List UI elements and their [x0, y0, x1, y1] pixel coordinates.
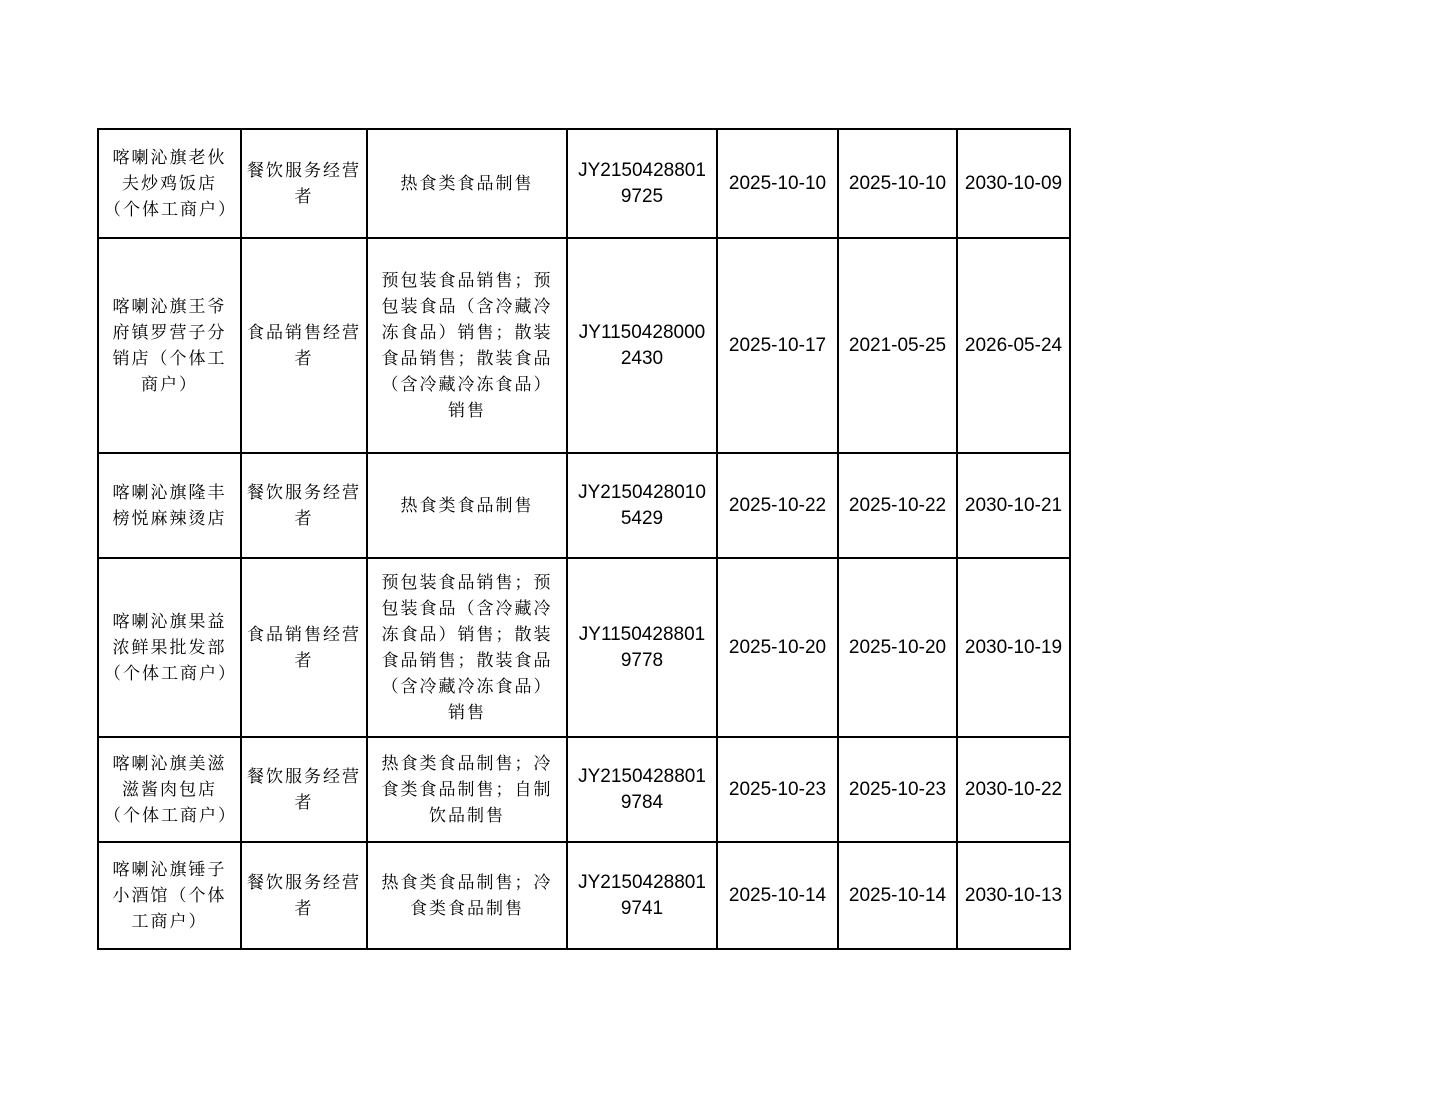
cell-license-number: JY21504288019784 [567, 737, 717, 842]
table-row [98, 842, 1070, 949]
cell-operator-name: 喀喇沁旗锤子小酒馆（个体工商户） [98, 842, 241, 949]
cell-date-3: 2030-10-13 [957, 842, 1070, 949]
table-row [98, 129, 1070, 238]
table-row [98, 453, 1070, 558]
cell-operator-category: 食品销售经营者 [241, 238, 367, 453]
cell-business-scope: 热食类食品制售；冷食类食品制售 [367, 842, 567, 949]
cell-date-2: 2025-10-22 [838, 453, 957, 558]
cell-business-scope: 热食类食品制售；冷食类食品制售；自制饮品制售 [367, 737, 567, 842]
cell-business-scope: 预包装食品销售；预包装食品（含冷藏冷冻食品）销售；散装食品销售；散装食品（含冷藏冷冻食品）销售 [367, 558, 567, 737]
cell-date-2: 2025-10-20 [838, 558, 957, 737]
cell-operator-name: 喀喇沁旗王爷府镇罗营子分销店（个体工商户） [98, 238, 241, 453]
cell-date-3: 2026-05-24 [957, 238, 1070, 453]
cell-license-number: JY21504280105429 [567, 453, 717, 558]
cell-operator-name: 喀喇沁旗美滋滋酱肉包店（个体工商户） [98, 737, 241, 842]
cell-business-scope: 预包装食品销售；预包装食品（含冷藏冷冻食品）销售；散装食品销售；散装食品（含冷藏冷冻食品）销售 [367, 238, 567, 453]
cell-date-1: 2025-10-20 [717, 558, 838, 737]
cell-operator-category: 餐饮服务经营者 [241, 737, 367, 842]
cell-date-3: 2030-10-09 [957, 129, 1070, 238]
cell-date-1: 2025-10-10 [717, 129, 838, 238]
cell-date-3: 2030-10-19 [957, 558, 1070, 737]
cell-operator-category: 餐饮服务经营者 [241, 129, 367, 238]
cell-operator-category: 餐饮服务经营者 [241, 842, 367, 949]
cell-business-scope: 热食类食品制售 [367, 453, 567, 558]
cell-operator-name: 喀喇沁旗老伙夫炒鸡饭店（个体工商户） [98, 129, 241, 238]
cell-date-1: 2025-10-23 [717, 737, 838, 842]
cell-date-2: 2025-10-23 [838, 737, 957, 842]
cell-date-1: 2025-10-14 [717, 842, 838, 949]
cell-operator-category: 食品销售经营者 [241, 558, 367, 737]
cell-date-1: 2025-10-22 [717, 453, 838, 558]
cell-date-3: 2030-10-21 [957, 453, 1070, 558]
cell-business-scope: 热食类食品制售 [367, 129, 567, 238]
cell-date-1: 2025-10-17 [717, 238, 838, 453]
cell-operator-name: 喀喇沁旗果益浓鲜果批发部（个体工商户） [98, 558, 241, 737]
cell-date-3: 2030-10-22 [957, 737, 1070, 842]
cell-date-2: 2025-10-14 [838, 842, 957, 949]
license-table [97, 128, 1071, 950]
cell-date-2: 2025-10-10 [838, 129, 957, 238]
table-row [98, 558, 1070, 737]
cell-license-number: JY11504288019778 [567, 558, 717, 737]
table-row [98, 238, 1070, 453]
cell-operator-name: 喀喇沁旗隆丰榜悦麻辣烫店 [98, 453, 241, 558]
cell-license-number: JY21504288019725 [567, 129, 717, 238]
cell-operator-category: 餐饮服务经营者 [241, 453, 367, 558]
cell-date-2: 2021-05-25 [838, 238, 957, 453]
cell-license-number: JY21504288019741 [567, 842, 717, 949]
table-row [98, 737, 1070, 842]
cell-license-number: JY11504280002430 [567, 238, 717, 453]
